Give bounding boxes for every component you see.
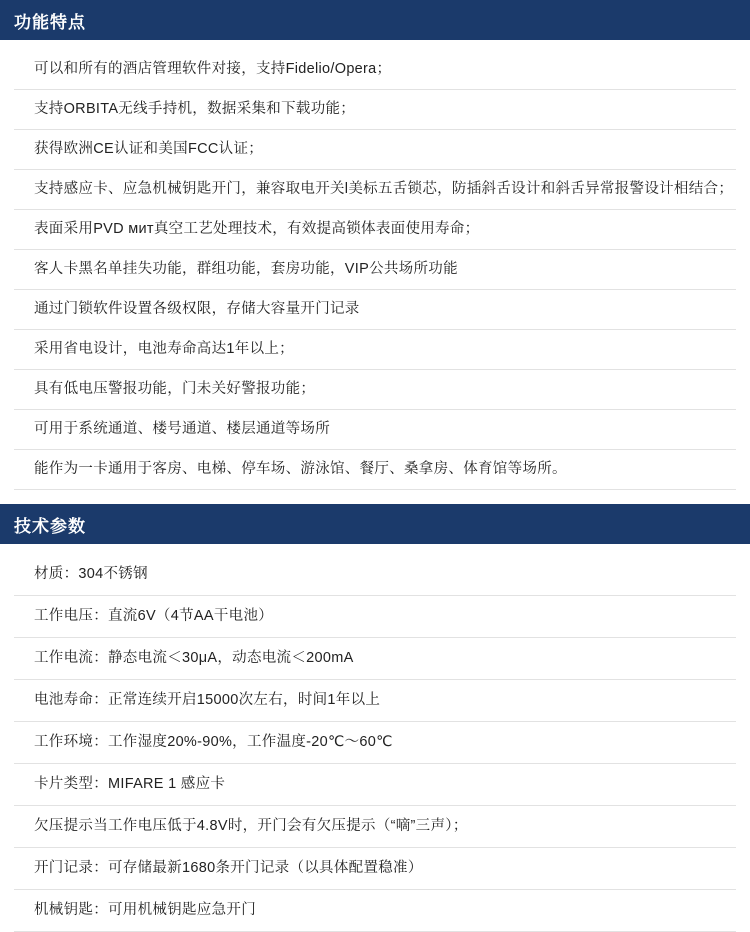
list-item: 获得欧洲CE认证和美国FCC认证； (14, 130, 736, 170)
specs-section-title: 技术参数 (14, 516, 86, 536)
features-top-spacer (0, 40, 750, 50)
list-item: 欠压提示当工作电压低于4.8V时，开门会有欠压提示（“嘀”三声）； (14, 806, 736, 848)
list-item: 支持ORBITA无线手持机，数据采集和下载功能； (14, 90, 736, 130)
list-item: 电池寿命：正常连续开启15000次左右，时间1年以上 (14, 680, 736, 722)
section-gap (0, 490, 750, 504)
list-item: 可用于系统通道、楼号通道、楼层通道等场所 (14, 410, 736, 450)
specs-section-header (0, 504, 750, 544)
list-item: 可以和所有的酒店管理软件对接，支持Fidelio/Opera； (14, 50, 736, 90)
list-item: 支持感应卡、应急机械钥匙开门，兼容取电开关l美标五舌锁芯，防插斜舌设计和斜舌异常报警设计相结合； (14, 170, 736, 210)
list-item: 通过门锁软件设置各级权限，存储大容量开门记录 (14, 290, 736, 330)
list-item: 工作环境：工作湿度20%‐90%，工作温度‐20℃～60℃ (14, 722, 736, 764)
features-section-title: 功能特点 (14, 12, 86, 32)
list-item: 能作为一卡通用于客房、电梯、停车场、游泳馆、餐厅、桑拿房、体育馆等场所。 (14, 450, 736, 490)
features-section-header (0, 0, 750, 40)
features-list (0, 50, 750, 490)
list-item: 采用省电设计，电池寿命高达1年以上； (14, 330, 736, 370)
specs-top-spacer (0, 544, 750, 554)
list-item: 材质：304不锈钢 (14, 554, 736, 596)
list-item: 表面采用PVD мит真空工艺处理技术，有效提高锁体表面使用寿命； (14, 210, 736, 250)
specs-list (0, 554, 750, 932)
list-item: 客人卡黑名单挂失功能，群组功能，套房功能，VIP公共场所功能 (14, 250, 736, 290)
list-item: 开门记录：可存储最新1680条开门记录（以具体配置稳准） (14, 848, 736, 890)
list-item: 机械钥匙：可用机械钥匙应急开门 (14, 890, 736, 932)
list-item: 具有低电压警报功能，门未关好警报功能； (14, 370, 736, 410)
list-item: 工作电压：直流6V（4节AA干电池） (14, 596, 736, 638)
list-item: 工作电流：静态电流＜30μA，动态电流＜200mA (14, 638, 736, 680)
list-item: 卡片类型：MIFARE 1 感应卡 (14, 764, 736, 806)
